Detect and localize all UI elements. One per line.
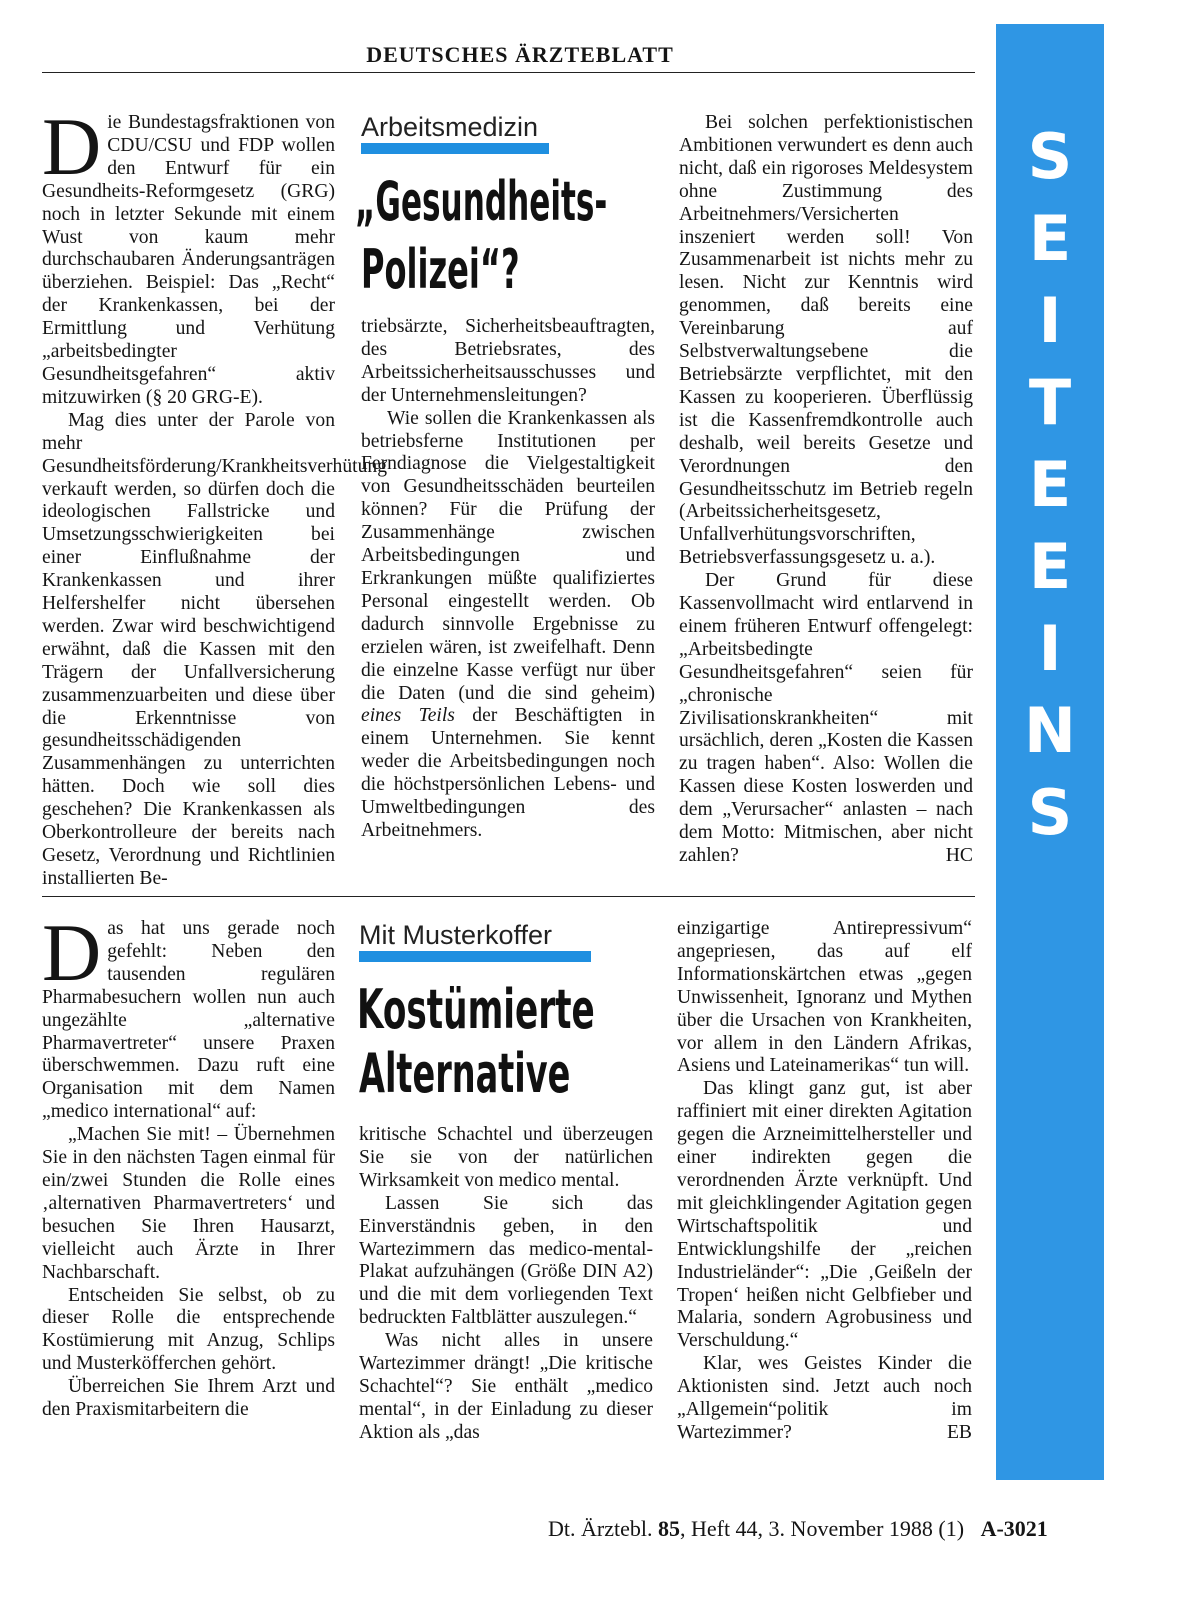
article2-column-1 [42,907,335,1422]
article1-text: Wie sollen die Krankenkassen als betriebsferne Institutionen per Ferndiagnose die Vielgestaltigkeit von Gesundheitsschäden beurteilen können? Für die Prüfung der Zusammenhänge zwischen Arbeitsbedingungen und Erkrankungen müßte qualifiziertes Personal eingestellt werden. Ob dadurch sinnvolle Ergebnisse zu erzielen wären, ist zweifelhaft. Denn die einzelne Kasse verfügt nur über die Daten (und die sind geheim) [361,407,655,704]
article2-paragraph: Überreichen Sie Ihrem Arzt und den Praxismitarbeitern die [42,1376,335,1421]
sidebar-letter: E [1028,202,1072,275]
article-divider [42,896,975,897]
article1-kicker: Arbeitsmedizin [361,112,539,142]
article2-column-3 [677,918,972,1445]
sidebar-letter: S [1027,776,1073,849]
article2-text: Klar, wes Geistes Kinder die Aktionisten sind. Jetzt auch noch „Allgemein“politik im Wartezimmer? [677,1353,972,1443]
footer-page-number: A-3021 [980,1516,1048,1541]
article1-paragraph [361,408,655,843]
article2-paragraph: Das klingt ganz gut, ist aber raffiniert mit einer direkten Agitation gegen die Arzneimittelhersteller und einer indirekten gegen die verordnenden Ärzte verknüpft. Und mit gleichklingender Agitation gegen Wirtschaftspolitik und Entwicklungshilfe der „reichen Industrieländer“: „Die ‚Geißeln der Tropen‘ heißen nicht Gelbfieber und Malaria, sondern Agrobusiness und Verschuldung.“ [677,1078,972,1352]
masthead-rule [42,72,975,73]
article1-text: ie Bundestagsfraktionen von CDU/CSU und FDP wollen den Entwurf für ein Gesundheits-Reformgesetz (GRG) noch in letzter Sekunde mit einem Wust von kaum mehr durchschaubaren Änderungsanträgen überziehen. Beispiel: Das „Recht“ der Krankenkassen, bei der Ermittlung und Verhütung „arbeitsbedingter Gesundheitsgefahren“ aktiv mitzuwirken (§ 20 GRG-E). [42,112,335,408]
sidebar-letter: T [1028,366,1072,439]
sidebar-letter: E [1028,448,1072,521]
article2-paragraph [677,1353,972,1445]
article1-paragraph: Mag dies unter der Parole von mehr Gesundheitsförderung/Krankheitsverhütung verkauft werden, so dürfen doch die ideologischen Fallstricke und Umsetzungsschwierigkeiten bei einer Einflußnahme der Krankenkassen und ihrer Helfershelfer nicht übersehen werden. Zwar wird beschwichtigend erwähnt, daß die Kassen mit den Trägern der Unfallversicherung zusammenzuarbeiten und diese über die Erkenntnisse von gesundheitsschädigenden Zusammenhängen zu unterrichten hätten. Doch wie soll dies geschehen? Die Krankenkassen als Oberkontrolleure der bereits nach Gesetz, Verordnung und Richtlinien installierten Be- [42,409,387,889]
article1-column-2 [361,316,655,843]
article1-paragraph: Bei solchen perfektionistischen Ambitionen verwundert es denn auch nicht, daß ein rigoroses Meldesystem ohne Zustimmung des Arbeitnehmers/Versicherten inszeniert werden soll! Von Zusammenarbeit ist nichts mehr zu lesen. Nicht zur Kenntnis wird genommen, daß bereits eine Vereinbarung auf Selbstverwaltungsebene die Betriebsärzte verpflichtet, mit den Kassen zu kooperieren. Überflüssig ist die Kassenfremdkontrolle auch deshalb, weil bereits Gesetze und Verordnungen den Gesundheitsschutz im Betrieb regeln (Arbeitssicherheitsgesetz, Unfallverhütungsvorschriften, Betriebsverfassungsgesetz u. a.). [679,112,973,569]
article1-paragraph: triebsärzte, Sicherheitsbeauftragten, des Betriebsrates, des Arbeitssicherheitsausschusses und der Unternehmensleitungen? [361,316,655,406]
footer-volume: 85 [657,1516,680,1541]
sidebar-letter: I [1038,612,1062,685]
sidebar-letters [996,116,1104,854]
footer-issue: , Heft 44, 3. November 1988 (1) [679,1516,965,1541]
article1-dropcap: D [42,101,102,192]
sidebar-letter: S [1027,120,1073,193]
article1-signature: HC [945,845,973,866]
page-footer [548,1516,1048,1542]
article2-text: as hat uns gerade noch gefehlt: Neben den tausenden regulären Pharmabesuchern wollen nun auch ungezählte „alternative Pharmavertreter“ unsere Praxen überschwemmen. Dazu ruft eine Organisation mit dem Namen „medico international“ auf: [42,918,335,1123]
article1-paragraph [42,101,335,410]
article1-kicker-bar [361,143,549,154]
masthead: DEUTSCHES ÄRZTEBLATT [366,42,674,67]
article1-text: Der Grund für diese Kassenvollmacht wird entlarvend in einem früheren Entwurf offengelegt: „Arbeitsbedingte Gesundheitsgefahren“ seien für „chronische Zivilisationskrankheiten“ mit ursächlich, deren „Kosten die Kassen zu tragen haben“. Also: Wollen die Kassen diese Kosten loswerden und dem „Verursacher“ anlasten – nach dem Motto: Mitmischen, aber nicht zahlen? [679,570,973,866]
article1-text: der Beschäftigten in einem Unternehmen. Sie kennt weder die Arbeitsbedingungen noch die höchstpersönlichen Lebens- und Umweltbedingungen des Arbeitnehmers. [361,705,655,841]
article2-signature: EB [946,1421,972,1443]
article2-headline: Kostümierte [357,978,595,1041]
article1-paragraph [679,570,973,868]
article1-headline: Polizei“? [361,238,520,301]
article2-dropcap: D [42,907,102,998]
sidebar-letter: I [1038,284,1062,357]
article2-paragraph: Lassen Sie sich das Einverständnis geben, in den Wartezimmern das medico-mental-Plakat aufzuhängen (Größe DIN A2) und die mit dem vorliegenden Text bedruckten Faltblätter auszulegen.“ [359,1192,653,1329]
article2-paragraph: Was nicht alles in unsere Wartezimmer drängt! „Die kritische Schachtel“? Sie enthält „medico mental“, in der Einladung zu dieser Aktion als „das [359,1330,653,1443]
article1-column-3 [679,112,973,868]
seite-eins-sidebar [996,24,1104,1480]
footer-journal: Dt. Ärztebl. [548,1516,653,1541]
article2-paragraph [42,907,335,1124]
article2-kicker: Mit Musterkoffer [359,920,553,950]
article2-kicker-bar [359,951,591,962]
article2-paragraph: einzigartige Antirepressivum“ angepriesen, das auf elf Informationskärtchen etwas „gegen Unwissenheit, Ignoranz und Mythen über die Ursachen von Krankheiten, vor allem in den Ländern Afrikas, Asiens und Lateinamerikas“ tun will. [677,918,972,1077]
article2-headline: Alternative [359,1042,571,1105]
article1-emphasis: eines Teils [361,705,455,727]
article1-headline: „Gesundheits- [355,170,608,233]
article2-column-2 [359,1124,653,1445]
article2-paragraph: „Machen Sie mit! – Übernehmen Sie in den nächsten Tagen einmal für ein/zwei Stunden die Rolle eines ‚alternativen Pharmavertreters‘ und besuchen Sie Ihren Hausarzt, vielleicht auch Ärzte in Ihrer Nachbarschaft. [42,1124,335,1283]
sidebar-letter: N [1024,694,1076,767]
article2-paragraph: kritische Schachtel und überzeugen Sie sie von der natürlichen Wirksamkeit von medico mental. [359,1124,653,1191]
article2-paragraph: Entscheiden Sie selbst, ob zu dieser Rolle die entsprechende Kostümierung mit Anzug, Schlips und Musterköfferchen gehört. [42,1284,335,1375]
article1-column-1 [42,101,387,891]
sidebar-letter: E [1028,530,1072,603]
